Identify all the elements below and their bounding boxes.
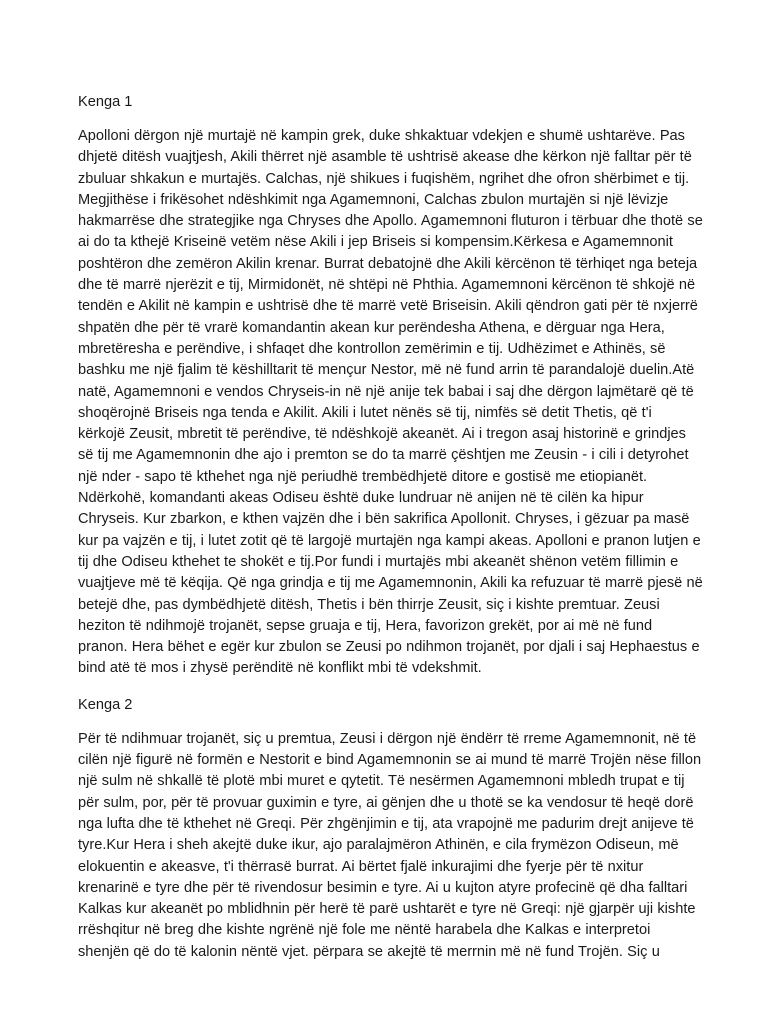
section-paragraph-kenga-2: Për të ndihmuar trojanët, siç u premtua, Zeusi i dërgon një ëndërr të rreme Agamemnonit, në të cilën një figurë në formën e Nestorit e bind Agamemnonin se ai mund të marrë Trojën nëse fillon një sulm në shkallë të plotë mbi muret e qytetit. Të nesërmen Agamemnoni mbledh trupat e tij për sulm, por, për të provuar guximin e tyre, ai gënjen dhe u thotë se ka vendosur të heqë dorë nga lufta dhe të kthehet në Greqi. Për zhgënjimin e tij, ata vrapojnë me padurim drejt anijeve të tyre.Kur Hera i sheh akejtë duke ikur, ajo paralajmëron Athinën, e cila frymëzon Odiseun, më elokuentin e akeasve, t'i thërrasë burrat. Ai bërtet fjalë inkurajimi dhe fyerje për të nxitur krenarinë e tyre dhe për të rivendosur besimin e tyre. Ai u kujton atyre profecinë që dha falltari Kalkas kur akeanët po mblidhnin për herë të parë ushtarët e tyre në Greqi: një gjarpër uji kishte rrëshqitur në breg dhe kishte ngrënë një fole me nëntë harabela dhe Kalkas e interpretoi shenjën që do të kalonin nëntë vjet. përpara se akejtë të merrnin më në fund Trojën. Siç u: [78, 730, 702, 960]
section-heading-kenga-2: Kenga 2: [78, 696, 133, 713]
section-heading-kenga-1: Kenga 1: [78, 94, 133, 110]
section-paragraph-kenga-1: Apolloni dërgon një murtajë në kampin grek, duke shkaktuar vdekjen e shumë ushtarëve. Pas dhjetë ditësh vuajtjesh, Akili thërret një asamble të ushtrisë akease dhe kërkon një falltar për të zbuluar shkakun e murtajës. Calchas, një shikues i fuqishëm, ngrihet dhe ofron shërbimet e tij. Megjithëse i frikësohet ndëshkimit nga Agamemnoni, Calchas zbulon murtajën si një lëvizje hakmarrëse dhe strategjike nga Chryses dhe Apollo. Agamemnoni fluturon i tërbuar dhe thotë se ai do ta kthejë Kriseinë vetëm nëse Akili i jep Briseis si kompensim.Kërkesa e Agamemnonit poshtëron dhe zemëron Akilin krenar. Burrat debatojnë dhe Akili kërcënon të tërhiqet nga beteja dhe të marrë njerëzit e tij, Mirmidonët, në shtëpi në Phthia. Agamemnoni kërcënon të shkojë në tendën e Akilit në kampin e ushtrisë dhe të marrë vetë Briseisin. Akili qëndron gati për të nxjerrë shpatën dhe për të vrarë komandantin akean kur perëndesha Athena, e dërguar nga Hera, mbretëresha e perëndive, i shfaqet dhe kontrollon zemërimin e tij. Udhëzimet e Athinës, së bashku me një fjalim të këshilltarit të mençur Nestor, më në fund arrin të parandalojë duelin.Atë natë, Agamemnoni e vendos Chryseis-in në një anije tek babai i saj dhe dërgon lajmëtarë që të shoqërojnë Briseis nga tenda e Akilit. Akili i lutet nënës së tij, nimfës së detit Thetis, që t'i kërkojë Zeusit, mbretit të perëndive, të ndëshkojë akeanët. Ai i tregon asaj historinë e grindjes së tij me Agamemnonin dhe ajo i premton se do ta marrë çështjen me Zeusin - i cili i detyrohet një nder - sapo të kthehet nga një periudhë trembëdhjetë ditore e gostisë me etiopianët. Ndërkohë, komandanti akeas Odiseu është duke lundruar në anijen në të cilën ka hipur Chryseis. Kur zbarkon, e kthen vajzën dhe i bën sakrifica Apollonit. Chryses, i gëzuar pa masë kur pa vajzën e tij, i lutet zotit që të largojë murtajën nga kampi akeas. Apolloni e pranon lutjen e tij dhe Odiseu kthehet te shokët e tij.Por fundi i murtajës mbi akeanët shënon vetëm fillimin e vuajtjeve më të këqija. Që nga grindja e tij me Agamemnonin, Akili ka refuzuar të marrë pjesë në betejë dhe, pas dymbëdhjetë ditësh, Thetis i bën thirrje Zeusit, siç i kishte premtuar. Zeusi heziton të ndihmojë trojanët, sepse gruaja e tij, Hera, favorizon grekët, por ai më në fund pranon. Hera bëhet e egër kur zbulon se Zeusi po ndihmon trojanët, por djali i saj Hephaestus e bind atë të mos i zhysë perënditë në konflikt mbi të vdekshmit.: [78, 128, 703, 677]
document-body: [78, 90, 703, 976]
